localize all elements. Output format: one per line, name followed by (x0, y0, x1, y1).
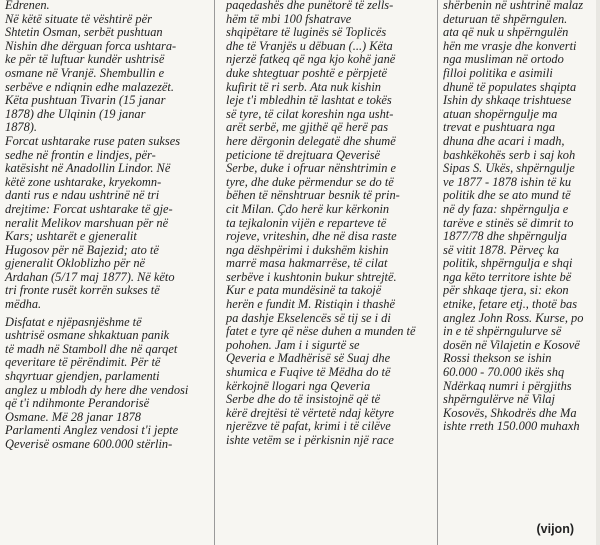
text-line: politik dhe se ato mund të (443, 188, 571, 203)
text-line: Kars; ushtarët e gjeneralit (5, 229, 137, 244)
text-line: Forcat ushtarake ruse paten sukses (5, 133, 181, 148)
text-line: Kosovës, Shkodrës dhe Ma (443, 405, 577, 420)
text-line: që t'i ndihmonte Perandorisë (5, 396, 150, 411)
text-line: etnike, fetare etj., thotë bas (443, 297, 578, 312)
text-line: qeveritare të përëndimit. Për të (5, 355, 161, 370)
text-line: bëhen të nënshtruar besnik të prin- (226, 188, 400, 203)
text-line: këtë zone ushtarake, kryekomn- (5, 174, 162, 189)
text-line: bashkëkohës serb i saj koh (443, 147, 576, 162)
text-line: njerzë fatkeq që nga kjo kohë janë (226, 52, 396, 67)
text-line: Sipas S. Ukës, shpërngulje (443, 161, 575, 176)
text-line: filloi politika e asimili (443, 65, 553, 80)
text-line: shqipëtare të luginës së Toplicës (226, 25, 387, 40)
text-line: ve 1877 - 1878 ishin të ku (443, 174, 572, 189)
text-line: nga musliman në ortodo (443, 52, 564, 67)
text-line: katësisht në Anadollin Lindor. Në (5, 161, 171, 176)
text-line: paqedashës dhe punëtorë të zells- (226, 0, 394, 12)
text-line: dhe të Vranjës u dëbuan (...) Këta (226, 38, 393, 53)
text-line: nga dëshpërimi i dukshëm kishin (226, 242, 389, 257)
text-line: 1877/78 dhe shpërngulja (443, 229, 567, 244)
text-line: ushtrisë osmane shkaktuan panik (5, 328, 170, 343)
text-line: Kur e pata mundësinë ta takojë (226, 283, 382, 298)
text-line: 1878). (5, 120, 38, 135)
page-edge (596, 0, 600, 545)
text-line: tri fronte rusët korrën sukses të (5, 283, 160, 298)
text-line: Parlamenti Anglez vendosi t'i jepte (5, 423, 179, 438)
text-line: kërë drejtësi të vërtetë ndaj këtyre (226, 405, 394, 420)
text-line: Serbe, duke i ofruar nënshtrimin e (226, 161, 397, 176)
text-line: Ndërkaq numri i përgjiths (443, 378, 572, 393)
text-line: Nishin dhe dërguan forca ushtara- (5, 38, 177, 53)
text-line: in e të shpërngulurve së (443, 324, 562, 339)
text-line: shpërngulërve në Vilaj (443, 392, 555, 407)
text-line: Osmane. Më 28 janar 1878 (5, 409, 141, 424)
column-divider (214, 0, 215, 545)
text-line: neralit Melikov marshuan për në (5, 215, 169, 230)
text-line: dosën në Vilajetin e Kosovë (443, 337, 580, 352)
text-line: anglez u mblodh dy here dhe vendosi (5, 382, 189, 397)
text-line: hëm të mbi 100 fshatrave (226, 11, 352, 26)
text-line: dhunë të populates shqipta (443, 79, 577, 94)
text-line: gjeneralit Okloblizho për në (5, 256, 146, 271)
text-line: anglez John Ross. Kurse, po (443, 310, 584, 325)
text-line: shumica e Fuqive të Mëdha do të (226, 365, 391, 380)
text-line: Serbe dhe do të insistojnë që të (226, 392, 381, 407)
text-line: Shtetin Osman, serbët pushtuan (5, 25, 163, 40)
text-line: shërbenin në ushtrinë malaz (443, 0, 584, 12)
text-line: peticione të drejtuara Qeverisë (226, 147, 381, 162)
text-line: danti rus e ndau ushtrinë në tri (5, 188, 160, 203)
text-line: së tyre, të cilat koreshin nga usht- (226, 106, 394, 121)
text-line: 1878) dhe Ulqinin (19 janar (5, 106, 146, 121)
text-line: osmane në Vranjë. Shembullin e (5, 65, 165, 80)
text-line: deturuan të shpërngulen. (443, 11, 568, 26)
text-line: Ishin dy shkaqe trishtuese (443, 93, 572, 108)
text-line: Qeveria e Madhërisë së Suaj dhe (226, 351, 391, 366)
text-line: njerëzve të pafat, krimi i të cilëve (226, 419, 391, 434)
text-column-1 (5, 0, 208, 452)
text-line: së vitit 1878. Përveç ka (443, 242, 559, 257)
text-line: ta tejkalonin vijën e reparteve të (226, 215, 387, 230)
text-line: politik, shpërngulja e shqi (443, 256, 573, 271)
text-line: Disfatat e njëpasnjëshme të (5, 314, 142, 329)
continuation-label: (vijon) (536, 522, 574, 536)
text-line: mëdha. (5, 297, 42, 312)
text-line: për shkaqe tjera, si: ekon (443, 283, 569, 298)
text-line: tarëve e stinës së dimrit to (443, 215, 574, 230)
text-line: ke për të luftuar kundër ushtrisë (5, 52, 165, 67)
text-line: shqyrtuar gjendjen, parlamenti (5, 369, 160, 384)
text-line: marrë masa hakmarrëse, të cilat (226, 256, 388, 271)
column-divider (437, 0, 438, 545)
text-line: Hugosov për në Bajezid; ato të (5, 242, 159, 257)
text-line: pohohen. Jam i i sigurtë se (226, 337, 360, 352)
text-line: nga këto territore ishte bë (443, 269, 572, 284)
text-column-2 (226, 0, 431, 448)
text-line: arët serbë, me gjithë që herë pas (226, 120, 389, 135)
text-line: atuan shopërngulje ma (443, 106, 558, 121)
text-line: serbëve i kushtonin bukur shtrejtë. (226, 269, 397, 284)
text-line: sedhe në frontin e lindjes, për- (5, 147, 156, 162)
text-column-3 (443, 0, 600, 434)
text-line: herën e fundit M. Ristiqin i thashë (226, 297, 395, 312)
text-line: fatet e tyre që nëse duhen a munden të (226, 324, 416, 339)
text-line: Në këtë situate të vështirë për (5, 11, 152, 26)
text-line: tyre, dhe duke përmendur se do të (226, 174, 394, 189)
text-line: të madh në Stamboll dhe në qarqet (5, 341, 178, 356)
text-line: në dy faza: shpërngulja e (443, 201, 569, 216)
text-line: rojeve, vriteshin, dhe në disa raste (226, 229, 397, 244)
text-line: Rossi thekson se ishin (443, 351, 552, 366)
text-line: ishte rreth 150.000 muhaxh (443, 419, 580, 434)
text-line: dhuna dhe acari i madh, (443, 133, 565, 148)
text-line: drejtime: Forcat ushtarake të gje- (5, 201, 173, 216)
text-line: leje t'i mbledhin të lashtat e tokës (226, 93, 392, 108)
text-line: ata që nuk u shpërngulën (443, 25, 569, 40)
text-line: cit Milan. Çdo herë kur kërkonin (226, 201, 390, 216)
text-line: hën me vrasje dhe konverti (443, 38, 577, 53)
text-line: Këta pushtuan Tivarin (15 janar (5, 93, 166, 108)
text-line: here dërgonin delegatë dhe shumë (226, 133, 396, 148)
text-line: kufirit të ri serb. Ata nuk kishin (226, 79, 381, 94)
text-line: 60.000 - 70.000 ikës shq (443, 365, 565, 380)
text-line: Qeverisë osmane 600.000 stërlin- (5, 437, 173, 451)
text-line: kërkojnë llogari nga Qeveria (226, 378, 371, 393)
text-line: trevat e pushtuara nga (443, 120, 556, 135)
text-line: ishte vetëm se i përkisnin një race (226, 433, 394, 447)
text-line: serbëve e ndiqnin edhe malazezët. (5, 79, 174, 94)
text-line: pa dashje Ekselencës së tij se i di (226, 310, 391, 325)
text-line: Edrenen. (5, 0, 50, 12)
text-line: Ardahan (5/17 maj 1877). Në këto (5, 269, 175, 284)
text-line: duke shtegtuar poshtë e përpjetë (226, 65, 388, 80)
